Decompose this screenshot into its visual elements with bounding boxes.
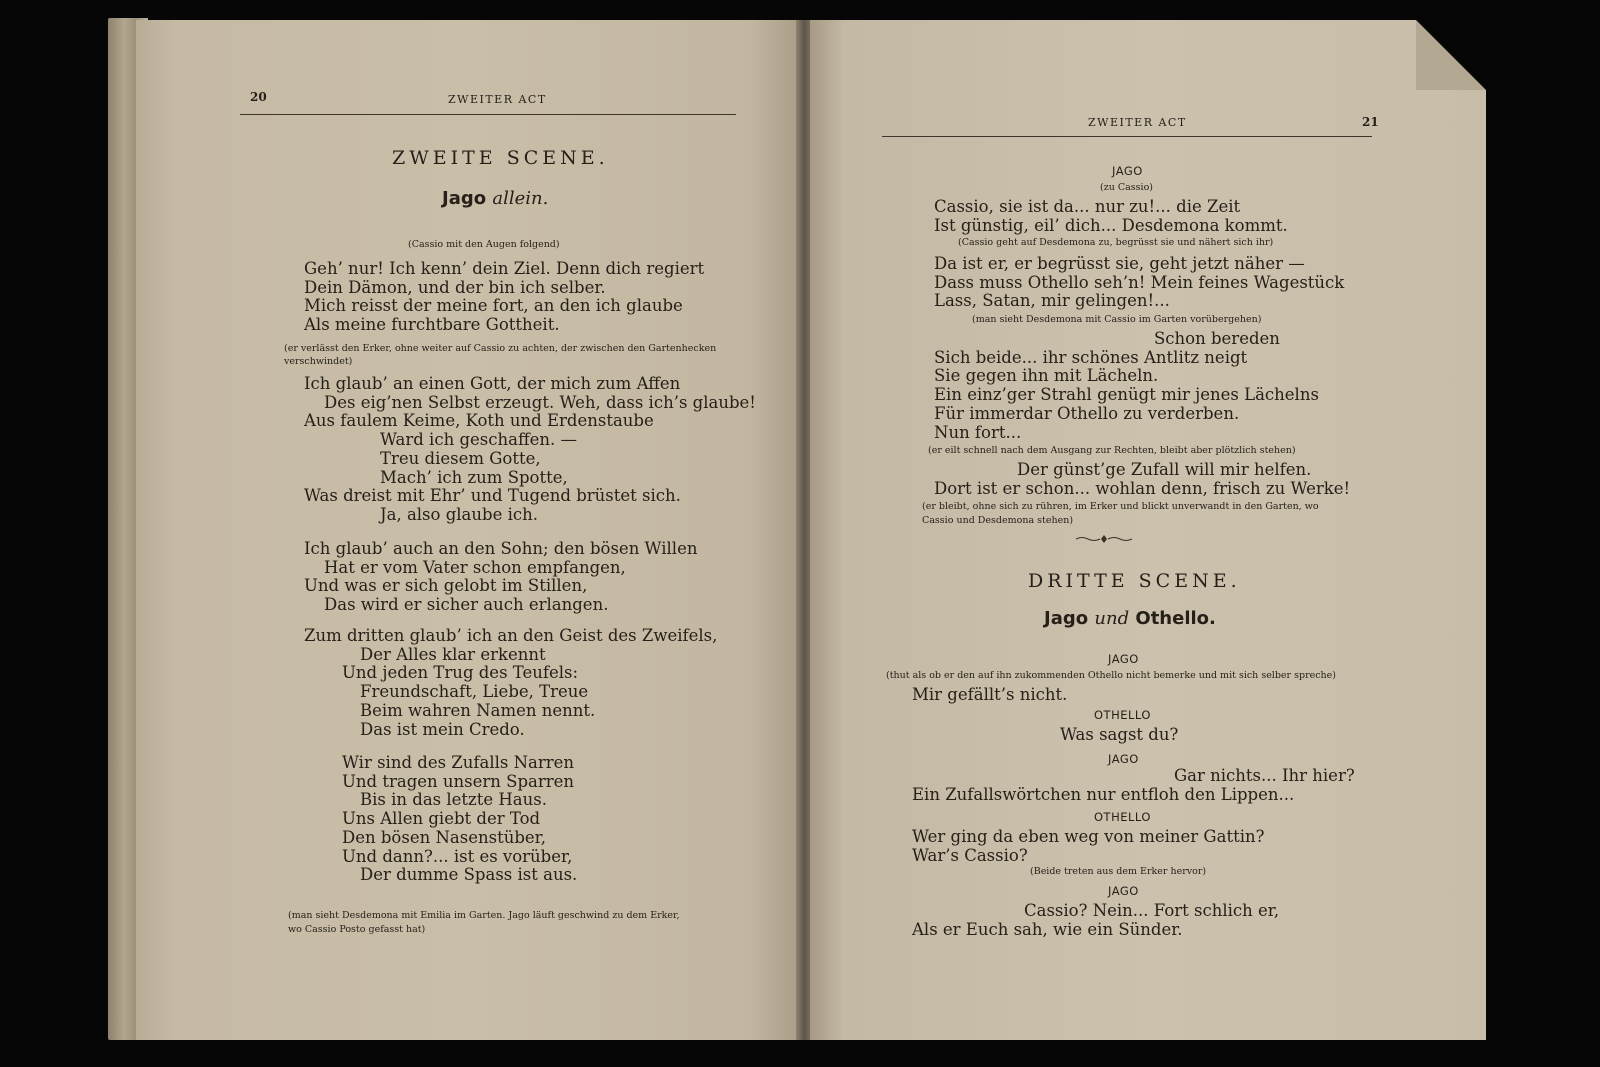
left-page xyxy=(136,20,802,1040)
verse-block xyxy=(934,198,1288,235)
verse-line: Nun fort... xyxy=(934,422,1022,442)
subtitle-descriptor: allein. xyxy=(492,188,549,209)
verse-line: Des eig’nen Selbst erzeugt. Weh, dass ich’s glaube! xyxy=(324,392,756,412)
verse-line: War’s Cassio? xyxy=(912,846,1028,865)
page-number: 20 xyxy=(250,90,267,104)
verse-line: Geh’ nur! Ich kenn’ dein Ziel. Denn dich regiert xyxy=(304,259,705,278)
verse-line: Ward ich geschaffen. — xyxy=(380,430,578,450)
verse-line: Und was er sich gelobt im Stillen, xyxy=(304,576,588,596)
stage-direction: (Cassio mit den Augen folgend) xyxy=(408,239,560,250)
verse-line: Sie gegen ihn mit Lächeln. xyxy=(934,366,1159,386)
stage-direction: (Cassio geht auf Desdemona zu, begrüsst sie und nähert sich ihr) xyxy=(958,237,1274,248)
speaker-label: JAGO xyxy=(1108,652,1139,666)
running-head: ZWEITER ACT xyxy=(1088,116,1187,129)
verse-line: Ein einz’ger Strahl genügt mir jenes Lächelns xyxy=(934,385,1319,405)
header-rule xyxy=(240,114,736,115)
verse-block xyxy=(304,540,697,615)
scene-title: DRITTE SCENE. xyxy=(1028,570,1241,592)
speaker-label: JAGO xyxy=(1112,164,1143,178)
stage-direction: (thut als ob er den auf ihn zukommenden Othello nicht bemerke und mit sich selber spreche) xyxy=(886,670,1337,681)
running-head: ZWEITER ACT xyxy=(448,93,547,106)
stage-direction: Cassio und Desdemona stehen) xyxy=(922,515,1074,526)
speaker-label: JAGO xyxy=(1108,752,1139,766)
right-page xyxy=(810,20,1486,1040)
verse-line: Der dumme Spass ist aus. xyxy=(360,865,578,885)
verse-line: Mach’ ich zum Spotte, xyxy=(380,467,568,487)
verse-line: Zum dritten glaub’ ich an den Geist des Zweifels, xyxy=(304,626,718,645)
verse-line: Und dann?... ist es vorüber, xyxy=(342,846,573,866)
verse-line: Treu diesem Gotte, xyxy=(380,448,541,468)
speaker-label: JAGO xyxy=(1108,884,1139,898)
verse-line: Den bösen Nasenstüber, xyxy=(342,827,546,847)
verse-line: Der Alles klar erkennt xyxy=(360,644,546,664)
scene-subtitle xyxy=(1044,608,1216,629)
verse-line: Cassio? Nein... Fort schlich er, xyxy=(1024,901,1280,920)
stage-direction: (er eilt schnell nach dem Ausgang zur Rechten, bleibt aber plötzlich stehen) xyxy=(928,445,1296,456)
verse-line: Gar nichts... Ihr hier? xyxy=(1174,766,1355,785)
stage-direction: (Beide treten aus dem Erker hervor) xyxy=(1030,866,1207,877)
verse-block xyxy=(304,260,704,335)
verse-line: Das wird er sicher auch erlangen. xyxy=(324,595,609,615)
verse-line: Schon bereden xyxy=(1154,329,1280,348)
verse-block xyxy=(304,375,756,525)
scene-title: ZWEITE SCENE. xyxy=(392,147,609,169)
stage-direction: (zu Cassio) xyxy=(1100,182,1153,193)
verse-line: Ich glaub’ an einen Gott, der mich zum Affen xyxy=(304,374,681,393)
verse-line: Wir sind des Zufalls Narren xyxy=(342,753,575,772)
verse-line: Aus faulem Keime, Koth und Erdenstaube xyxy=(304,411,654,431)
verse-line: Was dreist mit Ehr’ und Tugend brüstet sich. xyxy=(304,486,681,506)
verse-line: Da ist er, er begrüsst sie, geht jetzt näher — xyxy=(934,254,1305,273)
verse-line: Lass, Satan, mir gelingen!... xyxy=(934,291,1170,311)
header-rule xyxy=(882,136,1372,137)
verse-line: Und tragen unsern Sparren xyxy=(342,771,575,791)
page-number: 21 xyxy=(1362,115,1379,129)
verse-line: Dort ist er schon... wohlan denn, frisch zu Werke! xyxy=(934,478,1351,498)
verse-block xyxy=(304,627,717,739)
verse-line: Bis in das letzte Haus. xyxy=(360,790,547,810)
verse-line: Ich glaub’ auch an den Sohn; den bösen Willen xyxy=(304,539,698,558)
verse-line: Mir gefällt’s nicht. xyxy=(912,685,1068,704)
subtitle-conjunction: und xyxy=(1094,608,1130,629)
verse-line: Uns Allen giebt der Tod xyxy=(342,809,541,829)
stage-direction: wo Cassio Posto gefasst hat) xyxy=(288,924,426,935)
verse-line: Cassio, sie ist da... nur zu!... die Zeit xyxy=(934,197,1241,216)
verse-line: Was sagst du? xyxy=(1060,725,1179,744)
verse-line: Für immerdar Othello zu verderben. xyxy=(934,403,1240,423)
stage-direction: (er verlässt den Erker, ohne weiter auf Cassio zu achten, der zwischen den Gartenhecken xyxy=(284,343,717,354)
verse-line: Ist günstig, eil’ dich... Desdemona kommt. xyxy=(934,215,1288,235)
speaker-label: OTHELLO xyxy=(1094,810,1151,824)
verse-line: Hat er vom Vater schon empfangen, xyxy=(324,557,626,577)
verse-line: Mich reisst der meine fort, an den ich glaube xyxy=(304,296,683,316)
verse-line: Als er Euch sah, wie ein Sünder. xyxy=(912,920,1183,939)
stage-direction: (man sieht Desdemona mit Emilia im Garten. Jago läuft geschwind zu dem Erker, xyxy=(288,910,680,921)
verse-line: Das ist mein Credo. xyxy=(360,719,525,739)
character-name: Jago xyxy=(442,188,487,209)
character-name: Jago xyxy=(1044,608,1089,629)
verse-block xyxy=(934,255,1344,311)
verse-line: Beim wahren Namen nennt. xyxy=(360,700,596,720)
verse-line: Als meine furchtbare Gottheit. xyxy=(304,315,560,335)
verse-line: Wer ging da eben weg von meiner Gattin? xyxy=(912,827,1265,846)
character-name: Othello. xyxy=(1135,608,1216,629)
scene-subtitle xyxy=(442,188,548,209)
verse-line: Dass muss Othello seh’n! Mein feines Wagestück xyxy=(934,272,1345,292)
stage-direction: (man sieht Desdemona mit Cassio im Garten vorübergehen) xyxy=(972,314,1262,325)
verse-line: Dein Dämon, und der bin ich selber. xyxy=(304,277,606,297)
verse-line: Sich beide... ihr schönes Antlitz neigt xyxy=(934,347,1248,367)
verse-line: Und jeden Trug des Teufels: xyxy=(342,663,579,683)
verse-line: Der günst’ge Zufall will mir helfen. xyxy=(1017,460,1312,479)
stage-direction: (er bleibt, ohne sich zu rühren, im Erker und blickt unverwandt in den Garten, wo xyxy=(922,501,1319,512)
verse-line: Ein Zufallswörtchen nur entfloh den Lippen... xyxy=(912,785,1295,804)
verse-line: Freundschaft, Liebe, Treue xyxy=(360,682,589,702)
verse-block xyxy=(342,754,577,885)
verse-block xyxy=(934,330,1319,442)
speaker-label: OTHELLO xyxy=(1094,708,1151,722)
verse-block xyxy=(934,461,1350,498)
ornament-divider-icon xyxy=(1074,534,1134,544)
verse-line: Ja, also glaube ich. xyxy=(380,504,538,524)
stage-direction: verschwindet) xyxy=(284,356,353,367)
